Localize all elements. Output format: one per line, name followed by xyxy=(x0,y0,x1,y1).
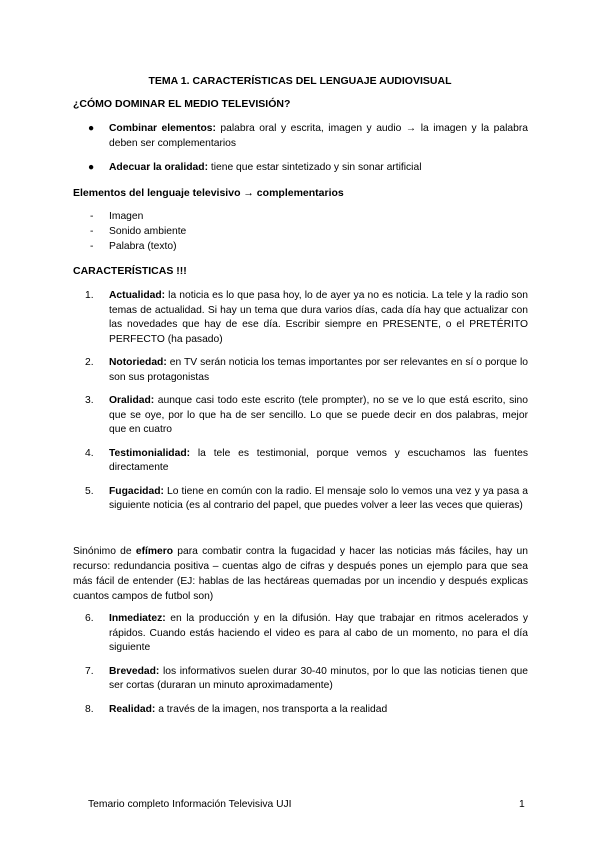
para-bold-term: efímero xyxy=(135,546,174,557)
bullet-list xyxy=(73,121,528,175)
footer-text: Temario completo Información Televisiva UJI xyxy=(88,799,292,810)
item-number: 8. xyxy=(85,703,94,715)
list-item: - Sonido ambiente xyxy=(90,225,187,237)
para-text: Sinónimo de xyxy=(73,546,136,557)
question-heading: ¿CÓMO DOMINAR EL MEDIO TELEVISIÓN? xyxy=(73,98,291,110)
document-title: TEMA 1. CARACTERÍSTICAS DEL LENGUAJE AUDIOVISUAL xyxy=(148,75,452,87)
bullet-text: tiene que estar sintetizado y sin sonar artificial xyxy=(208,162,422,173)
item-term: Notoriedad: xyxy=(109,357,167,368)
item-number: 4. xyxy=(85,447,94,459)
para-text: para combatir contra la fugacidad y hacer las noticias más fáciles, hay un recurso: redundancia positiva – cuentas algo de cifras y después pones un ejemplo para que sea más fácil de entender (EJ: hablas de las hectáreas quemadas por un incendio y después explicas cuantos campos de futbol son) xyxy=(73,546,529,602)
elements-heading: Elementos del lenguaje televisivo → complementarios xyxy=(73,187,344,199)
item-number: 3. xyxy=(85,395,94,406)
item-text: aunque casi todo este escrito (tele prompter), no se ve lo que está escrito, sino que se oye, por lo que ha de ser sencillo. Lo que se puede decir en dos palabras, mejor que en cuatro xyxy=(109,395,528,435)
element-label: Palabra (texto) xyxy=(109,240,177,252)
characteristics-list-b xyxy=(73,612,528,717)
item-text: la noticia es lo que pasa hoy, lo de ayer ya no es noticia. La tele y la radio son temas de actualidad. Si hay un tema que dura varios días, cada día hay que actualizar con las novedades que hay de ese día. Escribir siempre en PRESENTE, o el PRETÉRITO PERFECTO (ha pasado) xyxy=(109,290,528,345)
characteristics-list-a xyxy=(73,289,528,514)
elements-list xyxy=(73,210,186,254)
item-text: a través de la imagen, nos transporta a la realidad xyxy=(155,703,388,715)
element-label: Imagen xyxy=(109,211,144,222)
item-term: Testimonialidad: xyxy=(109,447,191,459)
item-number: 2. xyxy=(85,357,94,368)
synonym-paragraph xyxy=(73,544,528,604)
list-item xyxy=(73,394,528,438)
item-text: en la producción y en la difusión. Hay que trabajar en ritmos acelerados y rápidos. Cuando estás haciendo el video es para al cabo de un momento, no para el día siguiente xyxy=(109,613,528,653)
page-number: 1 xyxy=(519,799,525,810)
list-item xyxy=(73,447,528,476)
element-label: Sonido ambiente xyxy=(109,225,187,237)
bullet-term: Combinar elementos: xyxy=(109,123,216,134)
item-term: Inmediatez: xyxy=(109,613,166,624)
list-item xyxy=(73,289,528,347)
list-item xyxy=(73,703,528,718)
list-item xyxy=(73,665,528,694)
bullet-icon: ● xyxy=(88,162,95,173)
item-number: 7. xyxy=(85,665,94,677)
item-text: en TV serán noticia los temas importantes por ser relevantes en sí o porque lo son sus protagonistas xyxy=(109,357,528,383)
bullet-icon: ● xyxy=(88,123,95,134)
bullet-text: palabra oral y escrita, imagen y audio → la imagen y la palabra deben ser complementarios xyxy=(109,123,528,149)
item-text: los informativos suelen durar 30-40 minutos, por lo que las noticias tienen que ser cortas (duraran un minuto aproximadamente) xyxy=(109,665,528,691)
list-item xyxy=(73,356,528,385)
list-item: - Imagen xyxy=(90,211,144,222)
item-term: Oralidad: xyxy=(109,395,155,406)
item-number: 5. xyxy=(85,485,94,497)
item-number: 6. xyxy=(85,613,94,624)
item-term: Brevedad: xyxy=(109,665,160,677)
item-text: Lo tiene en común con la radio. El mensaje solo lo vemos una vez y ya pasa a siguiente noticia (es al contrario del papel, que puedes volver a leer las veces que quieras) xyxy=(109,485,528,511)
characteristics-heading: CARACTERÍSTICAS !!! xyxy=(73,265,187,277)
list-item xyxy=(73,485,528,514)
item-term: Realidad: xyxy=(109,703,156,715)
list-item: - Palabra (texto) xyxy=(90,240,177,252)
bullet-term: Adecuar la oralidad: xyxy=(109,162,208,173)
item-term: Fugacidad: xyxy=(109,485,164,497)
list-item xyxy=(73,612,528,656)
list-item xyxy=(73,121,528,151)
item-term: Actualidad: xyxy=(109,290,166,301)
item-number: 1. xyxy=(85,290,94,301)
item-text: la tele es testimonial, porque vemos y escuchamos las fuentes directamente xyxy=(109,447,528,473)
list-item xyxy=(73,160,528,175)
